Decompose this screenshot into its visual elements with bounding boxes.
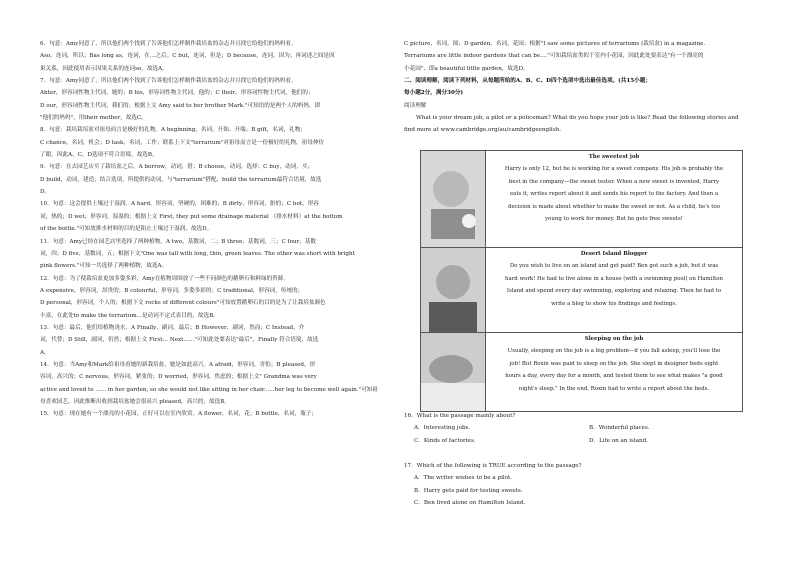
text-line: 9．句意：在去园艺店买了栽培盆之后，A borrow，动词，借；B choose，动词，选择；C buy，动词，买；: [40, 164, 314, 171]
text-line: of the bottle."可知放排水材料的目的是阻止土壤过于湿润，故选D。: [40, 226, 213, 233]
text-line: 15．句意：现在她有一个漂亮的小花园，正好可以在室内欣赏。A flower，名词，花；B bottle，名词，瓶子；: [40, 411, 317, 418]
text-line: 果关系，因此使用表示因果关系的连词so，故选A。: [40, 65, 168, 72]
passage-title: Desert Island Blogger: [580, 251, 648, 257]
passage-line: job! But Roxin was paid to sleep on the job. She slept in designer beds eight: [509, 360, 719, 367]
options-row: [404, 422, 764, 434]
passage-table: [420, 150, 743, 412]
passage-row: [421, 151, 742, 248]
text-line: 7．句意：Amy同意了，所以他们两个找到了告诉他们怎样制作栽培盆的杂志并且找它给他们的妈妈看。: [40, 78, 297, 85]
photo-icon: [421, 151, 485, 247]
passage-line: write a blog to show his findings and feelings.: [551, 300, 677, 307]
photo-boy-eating-sweets: [421, 151, 486, 247]
text-line: pink flowers."可知一共选择了两种植物，故选A。: [40, 263, 168, 270]
passage-row: [421, 333, 742, 411]
text-line: 词，热的；D wet，形容词，湿湿的；根据上文 First, they put some drainage material （排水材料）at the bottom: [40, 213, 343, 220]
text-line: 11．句意：Amy已经在园艺店里选择了两种植物。A two，基数词，二；B three，基数词，三；C four，基数: [40, 238, 317, 245]
question-stem: 17．Which of the following is TRUE according to the passage?: [404, 463, 582, 469]
text-line: Ahter，形容词性物主代词，她的；B his，形容词性物主代词，他的；C their，形容词性物主代词，他们的；: [40, 90, 314, 97]
text-line: 了眼，因此A、C、D选项不符合语境，故选B。: [40, 152, 158, 159]
passage-line: Usually, sleeping on the job is a big problem—if you fall asleep, you'll lose the: [507, 348, 721, 355]
option-a: A．Interesting jobs.: [414, 425, 471, 432]
photo-icon: [421, 333, 485, 411]
passage-row: [421, 248, 742, 333]
passage-line: night's sleep." In the end, Roxin had to write a report about the beds.: [518, 385, 710, 392]
photo-icon: [421, 248, 485, 332]
question-16: [404, 410, 764, 447]
intro-line: What is your dream job, a pilot or a policeman? What do you hope your job is like? Read the following stories and: [416, 115, 739, 122]
passage-line: best in the company—the sweet tester. When a new sweet is invented, Harry: [508, 178, 720, 185]
passage-line: hours a day, every day for a month, and tested them to see what makes "a good: [505, 373, 723, 380]
option-a: A．The writer wishes to be a pilot.: [414, 475, 513, 482]
question-17: [404, 460, 764, 509]
option-b: B．Wonderful places.: [589, 425, 650, 432]
passage-line: Harry is only 12, but he is working for a sweet company. His job is probably the: [504, 166, 724, 173]
text-line: "他们的妈妈"，用their mother，故选C。: [40, 115, 147, 122]
passage-text: [486, 151, 742, 247]
text-line: A。: [40, 349, 50, 356]
text-line: 词，四；D five，基数词，五；根据下文"One was tall with long, thin, green leaves. The other was short with bright: [40, 250, 355, 257]
passage-line: Island and spend every day swimming, exploring and relaxing. Then he had to: [506, 288, 722, 295]
text-line: active and loved to ...... in her garden, so she would not like sitting in her chair......her leg to become well again."可知祖: [40, 386, 378, 393]
passage-line: Do you wish to live on an island and get paid? Ben got such a job, but it was: [509, 263, 719, 270]
options-row: [404, 435, 764, 447]
section-heading: 二、阅读理解，阅读下列材料，从每题所给的A、B、C、D四个选项中选出最佳选项。(共15小题；: [404, 78, 651, 85]
text-line: 小花园"，即a beautiful little garden，故选D。: [404, 65, 529, 72]
text-line: 6．句意：Amy同意了，所以他们两个找到了告诉他们怎样制作栽培盆的杂志并且找它给他们的妈妈看。: [40, 41, 297, 47]
text-line: 14．句意：当Amy和Mark给祖母看她的新栽培盆，她是如此高兴。A afraid，形容词，害怕；B pleased，形: [40, 361, 316, 368]
passage-title: The sweetest job: [588, 154, 640, 160]
passage-line: decision is made about whether to make the sweet or not. As a child, he's too: [508, 203, 720, 210]
left-column: [40, 38, 398, 421]
text-line: D our，形容词性物主代词，我们的；根据上文 Amy said to her brother Mark."可知语的是两个人的妈妈，即: [40, 102, 321, 109]
text-line: C chance，名词，机会；D task，名词，工作；联系上下文"terrarium"对祖母而言是一份极好的礼物，祖母伸仿: [40, 139, 325, 146]
option-b: B．Harry gets paid for testing sweets.: [414, 487, 523, 494]
photo-woman-sleeping: [421, 333, 486, 411]
intro-line: find more at www.cambridge.org/au/cambridgeenglish.: [404, 127, 561, 134]
photo-man-portrait: [421, 248, 486, 332]
passage-line: hard work! He had to live alone in a house (with a swimming pool) on Hamilton: [505, 275, 723, 282]
text-line: 容词，高兴的；C nervous，形容词，紧张的；D worried，形容词，焦虑的；根据上文" Grandma was very: [40, 374, 317, 381]
text-line: 12．句意：为了使栽培盆更加多姿多彩，Amy在植物周围放了一些不同颜色的鹅卵石和鲜绿的苔藓。: [40, 275, 289, 282]
passage-text: [486, 333, 742, 411]
text-line: C picture，名词，图；D garden，名词，花园；根据"I saw some pictures of terrariums (栽培盆) in a magazine.: [404, 41, 706, 47]
text-line: Aso，连词，所以；Bas long as，连词，在…之后；C but，连词，但是；D because，连词，因为；再词述之间是因: [40, 53, 335, 60]
text-line: 13．句意：最后，他们给植物浇水。A Finally，副词，最后；B However，副词，然而；C Instead，介: [40, 324, 305, 331]
option-c: C．Ben lived alone on Hamilton Island.: [414, 500, 526, 507]
passage-line: young to work for money. But he gets free sweets!: [545, 216, 683, 223]
text-line: D。: [40, 189, 51, 196]
text-line: 母喜欢园艺，因此推断出收到栽培盆她会很高兴 pleased，高兴的，故选B。: [40, 398, 230, 405]
option-d: D．Life on an island.: [589, 437, 648, 444]
text-line: 词，代替；D Still，副词，仍然；根据上文 First… Next…..."可知此处要表达"最后"，Finally 符合语境，故选: [40, 337, 319, 344]
text-line: 丰富，在此处to make the terrarium...是动词不定式表目的，故选B。: [40, 312, 219, 319]
passage-title: Sleeping on the job: [584, 336, 644, 342]
option-c: C．Kinds of factories.: [414, 437, 476, 444]
passage-text: [486, 248, 742, 332]
text-line: 8．句意：栽培栽培盆对祖母而言是极好的礼物。A beginning，名词，开始、开端；B gift，名词，礼物；: [40, 127, 306, 134]
text-line: Terrariums are little indoor gardens that can be...."可知栽培盆类似于室内小花园，因此此处要表达"有一个漂亮的: [404, 53, 704, 60]
subheading: 阅读理解: [404, 102, 427, 109]
text-line: 10．句意：这会提供土壤过于湿润。A hard，形容词，坚硬的，困难的；B dirty，形容词，脏的；C hot，形容: [40, 201, 319, 208]
question-stem: 16．What is the passage mainly about?: [404, 413, 516, 419]
right-column: [404, 38, 764, 137]
text-line: D build，动词，建造；结合选项，所提供的动词，与"terrarium"搭配，build the terrarium最符合语境，故选: [40, 176, 322, 183]
text-line: A expensive，形容词，昂贵的；B colourful，形容词，多姿多彩的；C traditional，形容词，传统的；: [40, 287, 304, 294]
passage-line: eats it, writes report about it and sends his report to the factory. And then a: [509, 191, 719, 198]
section-heading-cont: 每小题2分，满分30分): [404, 90, 464, 97]
text-line: D personal，形容词，个人的；根据下文 rocks of different colours"可知放置鹅卵石的目的是为了让栽培盆颜色: [40, 300, 326, 307]
